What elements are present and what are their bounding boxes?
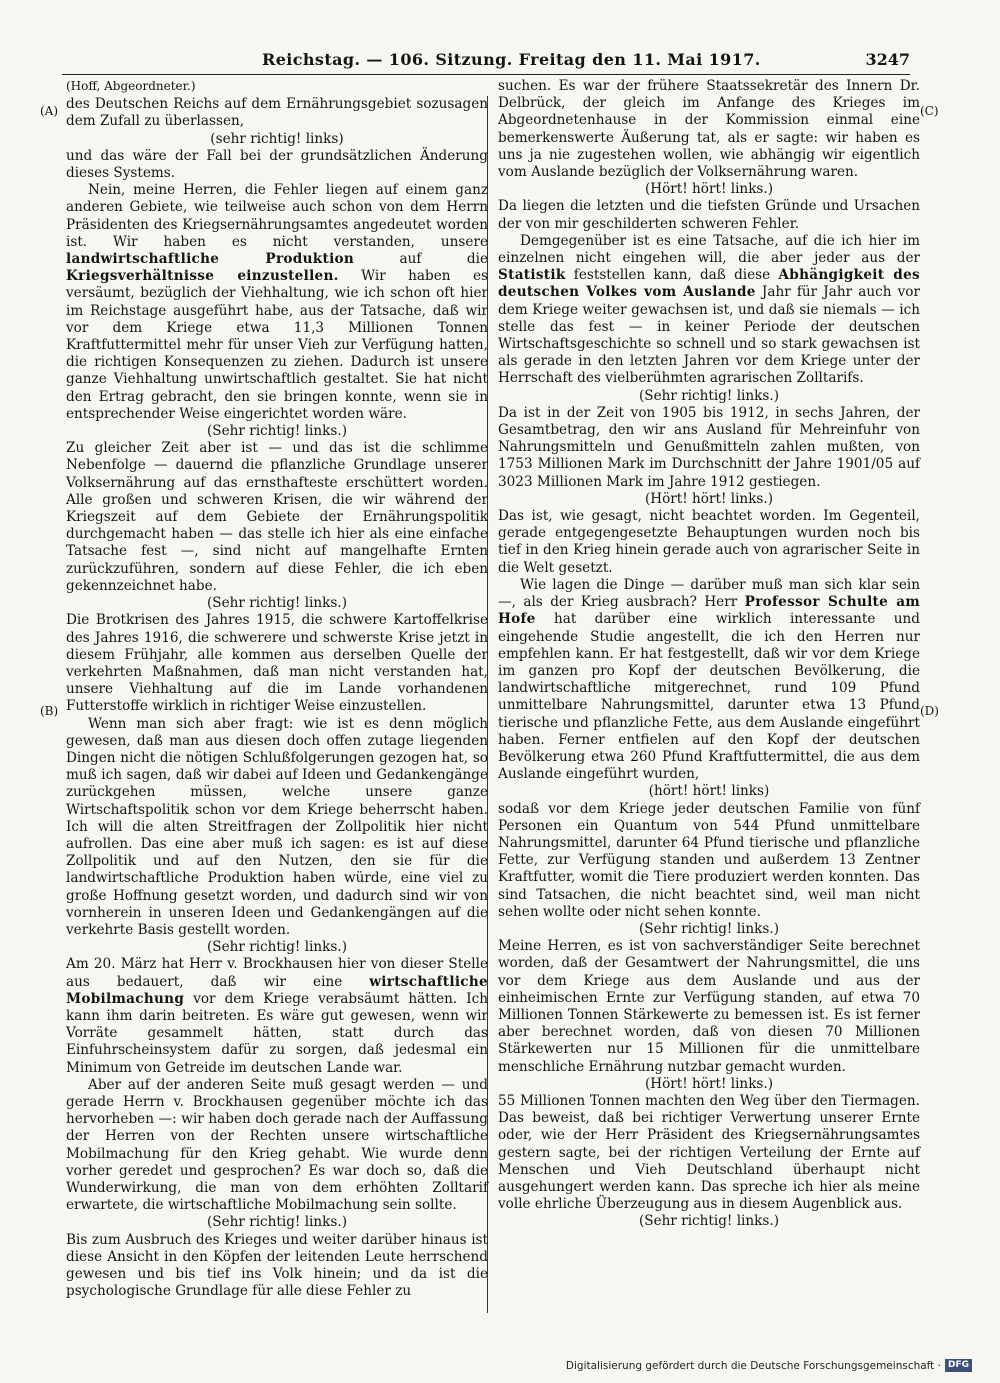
paragraph: sodaß vor dem Kriege jeder deutschen Familie von fünf Personen ein Quantum von 544 Pfund unmittelbare Nahrungsmittel, darunter 64 Pfund tierische und pflanzliche Fette, zur Verfügung standen und außerdem 13 Zentner Kraftfutter, womit die Tiere produziert werden konnten. Das sind Tatsachen, die nicht beachtet sind, weil man nicht sehen wollte oder nicht sehen konnte.	[498, 800, 920, 920]
interjection: (Hört! hört! links.)	[644, 490, 774, 507]
paragraph: Wenn man sich aber fragt: wie ist es denn möglich gewesen, daß man aus diesen doch offen zutage liegenden Dingen nicht die nötigen Schlußfolgerungen gezogen hat, so muß ich sagen, daß wir dabei auf Ideen und Gedankengänge zurückgehen müssen, welche unsere ganze Wirtschaftspolitik schon vor dem Kriege beherrscht haben. Ich will die alten Streitfragen der Zollpolitik hier nicht aufrollen. Das eine aber muß ich sagen: es ist auf diese Zollpolitik und auf den Nutzen, den sie für die landwirtschaftliche Produktion haben würde, eine viel zu große Hoffnung gesetzt worden, und dadurch sind wir von vornherein in unseren Ideen und Gedankengängen auf die verkehrte Basis gestellt worden.	[66, 715, 488, 938]
emphasis: landwirtschaftliche Produktion	[66, 251, 355, 268]
running-title: Reichstag. — 106. Sitzung. Freitag den 11. Mai 1917.	[262, 50, 761, 69]
interjection: (Hört! hört! links.)	[644, 1075, 774, 1092]
interjection: (Sehr richtig! links.)	[638, 920, 780, 937]
left-column	[66, 78, 488, 1300]
interjection: (Sehr richtig! links.)	[638, 1213, 780, 1230]
paragraph: Zu gleicher Zeit aber ist — und das ist die schlimme Nebenfolge — dauernd die pflanzliche Grundlage unserer Volksernährung auf das ernsthafteste erschüttert worden. Alle großen und schweren Krisen, die wir während der Kriegszeit auf dem Gebiete der Ernährungspolitik durchgemacht haben — das stelle ich hier als eine einfache Tatsache fest —, sind nicht auf mangelhafte Ernten zurückzuführen, sondern auf diese Fehler, die ich eben gekennzeichnet habe.	[66, 440, 488, 594]
interjection: (Sehr richtig! links.)	[206, 423, 348, 440]
emphasis: Professor Schulte am Hofe	[498, 594, 920, 628]
interjection: (sehr richtig! links)	[210, 130, 344, 147]
dfg-logo-icon: DFG	[945, 1359, 972, 1372]
paragraph: Das ist, wie gesagt, nicht beachtet worden. Im Gegenteil, gerade entgegengesetzte Behauptungen wurden noch bis tief in den Krieg hinein gerade auch von agrarischer Seite in die Welt gesetzt.	[498, 508, 920, 576]
paragraph: Da ist in der Zeit von 1905 bis 1912, in sechs Jahren, der Gesamtbetrag, den wir ans Ausland für Mehreinfuhr von Nahrungsmitteln und Genußmitteln zahlen mußten, von 1753 Millionen Mark im Durchschnitt der Jahre 1901/05 auf 3023 Millionen Mark im Jahre 1912 gestiegen.	[498, 404, 920, 490]
emphasis: Statistik	[498, 267, 566, 284]
paragraph: suchen. Es war der frühere Staatssekretär des Innern Dr. Delbrück, der gleich im Anfange des Krieges im Abgeordnetenhause in der Kommission einmal eine bemerkenswerte Äußerung tat, als er sagte: wir haben es uns ja nie zugestehen wollen, wie abhängig wir eigentlich vom Auslande bezüglich der Volksernährung waren.	[498, 78, 920, 181]
margin-mark-d: (D)	[920, 704, 939, 718]
paragraph: Wie lagen die Dinge — darüber muß man sich klar sein —, als der Krieg ausbrach? Herr Professor Schulte am Hofe hat darüber eine wirklich interessante und eingehende Studie angestellt, die ich den Herren nur empfehlen kann. Er hat festgestellt, daß wir vor dem Kriege im ganzen pro Kopf der deutschen Bevölkerung, die landwirtschaftliche mitgerechnet, rund 109 Pfund unmittelbare Nahrungsmittel, darunter etwa 13 Pfund tierische und pflanzliche Fette, aus dem Auslande eingeführt haben. Ferner entfielen auf den Kopf der deutschen Bevölkerung etwa 260 Pfund Kraftfuttermittel, die aus dem Auslande eingeführt wurden,	[498, 576, 920, 783]
paragraph: Da liegen die letzten und die tiefsten Gründe und Ursachen der von mir geschilderten schweren Fehler.	[498, 198, 920, 232]
emphasis: Kriegsverhältnisse einzustellen.	[66, 268, 339, 285]
margin-mark-c: (C)	[920, 104, 939, 118]
paragraph: 55 Millionen Tonnen machten den Weg über den Tiermagen. Das beweist, daß bei richtiger Verwertung unserer Ernte oder, wie der Herr Präsident des Kriegsernährungsamtes gestern sagte, bei der richtigen Verteilung der Ernte auf Menschen und Vieh Deutschland überhaupt nicht ausgehungert werden kann. Das spreche ich hier als meine volle ehrliche Überzeugung aus in diesem Augenblick aus.	[498, 1092, 920, 1213]
interjection: (Sehr richtig! links.)	[206, 1214, 348, 1231]
paragraph: Am 20. März hat Herr v. Brockhausen hier von dieser Stelle aus bedauert, daß wir eine wirtschaftliche Mobilmachung vor dem Kriege verabsäumt hätten. Ich kann ihm darin beitreten. Es wäre gut gewesen, wenn wir Vorräte gesammelt hätten, statt durch das Einfuhrscheinsystem dafür zu sorgen, daß jedesmal ein Minimum von Getreide im deutschen Lande war.	[66, 956, 488, 1076]
paragraph: Aber auf der anderen Seite muß gesagt werden — und gerade Herrn v. Brockhausen gegenüber möchte ich das hervorheben —: wir haben doch gerade nach der Auffassung der Herren von der Rechten unsere wirtschaftliche Mobilmachung für den Krieg gehabt. Wie wurde denn vorher geredet und gesprochen? Es war doch so, daß die Wunderwirkung, die man von dem erhöhten Zolltarif erwartete, die wirtschaftliche Mobilmachung sein sollte.	[66, 1076, 488, 1214]
paragraph: Nein, meine Herren, die Fehler liegen auf einem ganz anderen Gebiete, wie teilweise auch schon von dem Herrn Präsidenten des Kriegsernährungsamtes angedeutet worden ist. Wir haben es nicht verstanden, unsere landwirtschaftliche Produktion auf die Kriegsverhältnisse einzustellen. Wir haben es versäumt, bezüglich der Viehhaltung, wie ich schon oft hier im Reichstage ausgeführt habe, aus der Tatsache, daß wir vor dem Kriege etwa 11,3 Millionen Tonnen Kraftfuttermittel mehr für unser Vieh zur Verfügung hatten, die richtigen Konsequenzen zu ziehen. Dadurch ist unsere ganze Viehhaltung unwirtschaftlich gestaltet. Sie hat nicht den Ertrag gebracht, den sie bringen konnte, wenn sie in entsprechender Weise eingerichtet worden wäre.	[66, 182, 488, 422]
margin-mark-b: (B)	[40, 704, 59, 718]
paragraph: Bis zum Ausbruch des Krieges und weiter darüber hinaus ist diese Ansicht in den Köpfen der leitenden Leute herrschend gewesen und bis tief ins Volk hinein; und da ist die psychologische Grundlage für alle diese Fehler zu	[66, 1231, 488, 1300]
footer-text: Digitalisierung gefördert durch die Deutsche Forschungsgemeinschaft ·	[565, 1359, 941, 1372]
speaker-label: (Hoff, Abgeordneter.)	[66, 79, 196, 93]
emphasis: wirtschaftliche Mobilmachung	[66, 973, 488, 1007]
page-number: 3247	[865, 50, 910, 69]
emphasis: Abhängigkeit des deutschen Volkes vom Auslande	[498, 267, 920, 301]
paragraph: und das wäre der Fall bei der grundsätzlichen Änderung dieses Systems.	[66, 147, 488, 182]
interjection: (Sehr richtig! links.)	[638, 387, 780, 404]
paragraph: Meine Herren, es ist von sachverständiger Seite berechnet worden, daß der Gesamtwert der Nahrungsmittel, die uns vor dem Kriege aus dem Auslande und aus der einheimischen Ernte zur Verfügung standen, auf etwa 70 Millionen Tonnen Stärkewerte zu bemessen ist. Es ist ferner aber berechnet worden, daß von diesen 70 Millionen Stärkewerten nur 15 Millionen für die unmittelbare menschliche Ernährung nutzbar gemacht wurden.	[498, 938, 920, 1075]
interjection: (Hört! hört! links.)	[644, 181, 774, 198]
paragraph: Die Brotkrisen des Jahres 1915, die schwere Kartoffelkrise des Jahres 1916, die schwerere und schwerste Krise jetzt in diesem Frühjahr, alle kommen aus derselben Quelle der verkehrten Maßnahmen, daß man nicht verstanden hat, unsere Viehhaltung auf die im Lande vorhandenen Futterstoffe wirklich in richtiger Weise einzustellen.	[66, 612, 488, 715]
margin-mark-a: (A)	[40, 104, 59, 118]
interjection: (hört! hört! links)	[648, 783, 770, 800]
page-header	[62, 48, 910, 75]
interjection: (Sehr richtig! links.)	[206, 939, 348, 956]
paragraph: Demgegenüber ist es eine Tatsache, auf die ich hier im einzelnen nicht eingehen will, die aber jeder aus der Statistik feststellen kann, daß diese Abhängigkeit des deutschen Volkes vom Auslande Jahr für Jahr auch vor dem Kriege weiter gewachsen ist, und daß sie niemals — ich stelle das fest — in keiner Periode der deutschen Wirtschaftsgeschichte so schnell und so stark gewachsen ist als gerade in den letzten Jahren vor dem Kriege unter der Herrschaft des vielberühmten agrarischen Zolltarifs.	[498, 232, 920, 387]
interjection: (Sehr richtig! links.)	[206, 595, 348, 612]
paragraph: des Deutschen Reichs auf dem Ernährungsgebiet sozusagen dem Zufall zu überlassen,	[66, 96, 488, 130]
right-column	[498, 78, 920, 1231]
footer-credit	[566, 1359, 972, 1372]
